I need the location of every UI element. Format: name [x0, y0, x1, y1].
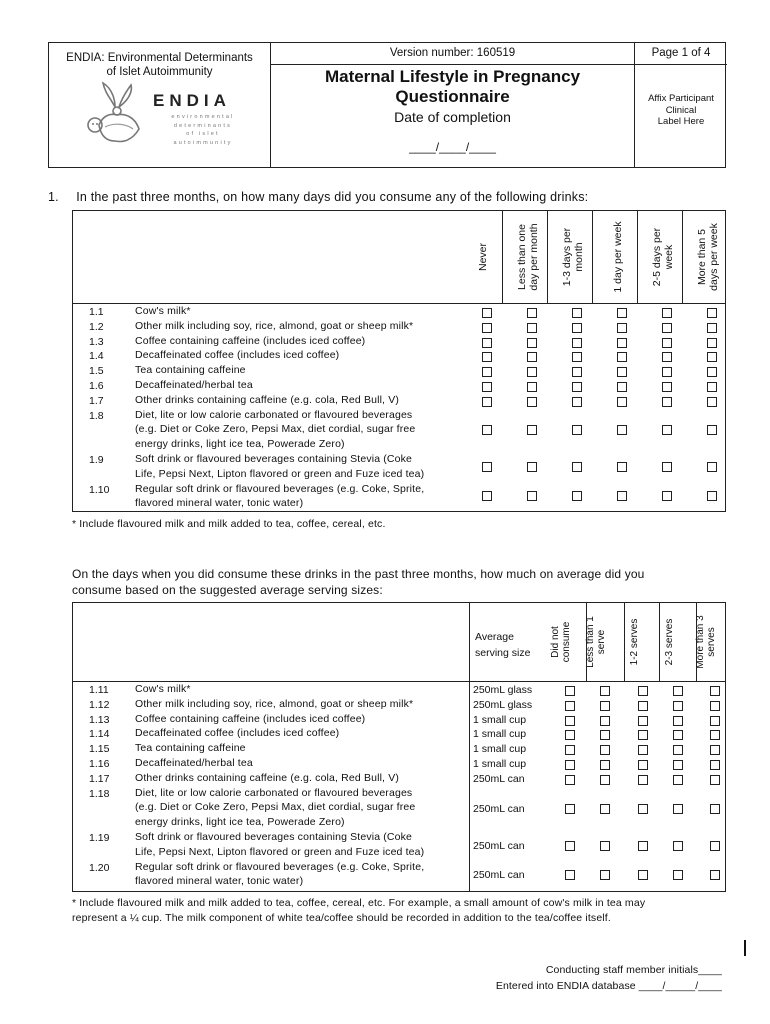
q2-serving-size: 1 small cup	[473, 713, 527, 726]
q2-item-number: 1.13	[89, 713, 110, 726]
q2-item-text	[135, 786, 415, 830]
q1-1-9-option-1-checkbox[interactable]	[482, 462, 492, 472]
q1-1-8-option-6-checkbox[interactable]	[707, 425, 717, 435]
q2-1-18-option-2-checkbox[interactable]	[600, 804, 610, 814]
q2-item-number: 1.18	[89, 787, 110, 800]
affix-label-area	[635, 93, 727, 128]
q2-item-text	[135, 726, 339, 741]
q1-item-text	[135, 363, 246, 378]
q2-item-number: 1.17	[89, 772, 110, 785]
q2-1-11-option-1-checkbox[interactable]	[565, 686, 575, 696]
form-title-line-1: Maternal Lifestyle in Pregnancy	[324, 67, 581, 86]
q2-1-15-option-4-checkbox[interactable]	[673, 745, 683, 755]
q1-1-9-option-5-checkbox[interactable]	[662, 462, 672, 472]
q1-item-number: 1.4	[89, 350, 104, 363]
q1-question: In the past three months, on how many days did you consume any of the following drinks:	[76, 190, 589, 204]
q1-1-7-option-4-checkbox[interactable]	[617, 397, 627, 407]
q1-1-4-option-4-checkbox[interactable]	[617, 352, 627, 362]
q1-item-number: 1.6	[89, 380, 104, 392]
q1-col-header-6	[696, 215, 720, 299]
database-entry-field[interactable]: Entered into ENDIA database ____/_____/____	[495, 980, 722, 992]
q2-1-15-option-3-checkbox[interactable]	[638, 745, 648, 755]
logo-tagline-2: determinants	[173, 122, 233, 129]
q2-item-number: 1.19	[89, 832, 110, 844]
q1-1-6-option-2-checkbox[interactable]	[527, 382, 537, 392]
q1-1-10-option-4-checkbox[interactable]	[617, 491, 627, 501]
q2-1-12-option-4-checkbox[interactable]	[673, 701, 683, 711]
q2-serving-header-line-2: serving size	[475, 647, 531, 659]
q2-1-19-option-3-checkbox[interactable]	[638, 841, 648, 851]
q2-1-19-option-2-checkbox[interactable]	[600, 841, 610, 851]
q1-1-9-option-6-checkbox[interactable]	[707, 462, 717, 472]
q1-1-8-option-5-checkbox[interactable]	[662, 425, 672, 435]
q2-col-header-5-line: More than 3	[695, 615, 706, 669]
q2-serving-column-divider	[469, 603, 470, 891]
q2-item-number: 1.14	[89, 728, 110, 741]
q2-footnote-line-1: * Include flavoured milk and milk added to tea, coffee, cereal, etc. For example, a small amount of cow's milk in tea may	[72, 897, 646, 909]
q1-1-1-option-4-checkbox[interactable]	[617, 308, 627, 318]
q2-1-15-option-1-checkbox[interactable]	[565, 745, 575, 755]
q1-1-5-option-5-checkbox[interactable]	[662, 367, 672, 377]
q2-item-text-line: Soft drink or flavoured beverages containing Stevia (Coke	[135, 831, 413, 843]
q1-1-7-option-5-checkbox[interactable]	[662, 397, 672, 407]
q1-1-6-option-4-checkbox[interactable]	[617, 382, 627, 392]
q2-col-divider	[696, 603, 697, 681]
q1-item-text	[135, 334, 365, 349]
q1-1-1-option-3-checkbox[interactable]	[572, 308, 582, 318]
q2-1-20-option-5-checkbox[interactable]	[710, 870, 720, 880]
q2-1-14-option-3-checkbox[interactable]	[638, 730, 648, 740]
q1-col-divider	[502, 211, 503, 303]
q2-footnote	[72, 896, 645, 926]
q1-1-4-option-6-checkbox[interactable]	[707, 352, 717, 362]
q1-1-3-option-3-checkbox[interactable]	[572, 338, 582, 348]
q2-1-15-option-2-checkbox[interactable]	[600, 745, 610, 755]
logo-tagline-4: autoimmunity	[173, 139, 233, 146]
margin-mark	[744, 940, 746, 956]
q1-col-header-3-line: 1-3 days per	[561, 227, 573, 287]
q2-col-divider	[659, 603, 660, 681]
q1-col-header-1-line: Never	[477, 243, 489, 272]
logo-wordmark: ENDIA	[153, 91, 231, 110]
q2-1-12-option-1-checkbox[interactable]	[565, 701, 575, 711]
q2-item-text-line: Decaffeinated/herbal tea	[135, 757, 253, 769]
q1-col-divider	[592, 211, 593, 303]
q1-1-10-option-5-checkbox[interactable]	[662, 491, 672, 501]
q2-col-header-3-line: 1-2 serves	[628, 618, 640, 666]
q1-item-text-line: Other milk including soy, rice, almond, goat or sheep milk*	[135, 319, 414, 332]
q2-1-12-option-5-checkbox[interactable]	[710, 701, 720, 711]
q2-table	[72, 602, 726, 892]
q2-1-18-option-5-checkbox[interactable]	[710, 804, 720, 814]
q2-question-line-1: On the days when you did consume these drinks in the past three months, how much on average did you	[72, 567, 645, 581]
q1-table	[72, 210, 726, 512]
q2-item-text-line: (e.g. Diet or Coke Zero, Pepsi Max, diet cordial, sugar free	[135, 801, 416, 814]
q1-col-header-5-line: 2-5 days per	[651, 227, 663, 287]
header-box	[48, 42, 726, 168]
org-line-2: of Islet Autoimmunity	[106, 66, 213, 78]
q2-serving-size: 250mL can	[473, 802, 525, 815]
logo-tagline-1: environmental	[171, 114, 235, 120]
q1-1-7-option-3-checkbox[interactable]	[572, 397, 582, 407]
q1-1-6-option-5-checkbox[interactable]	[662, 382, 672, 392]
q1-1-10-option-6-checkbox[interactable]	[707, 491, 717, 501]
q1-1-2-option-6-checkbox[interactable]	[707, 323, 717, 333]
q2-1-20-option-3-checkbox[interactable]	[638, 870, 648, 880]
q1-item-text-line: Decaffeinated coffee (includes iced coffee)	[135, 349, 340, 362]
q2-item-text-line: Cow's milk*	[135, 683, 191, 695]
q2-item-text	[135, 756, 253, 771]
q2-1-13-option-3-checkbox[interactable]	[638, 716, 648, 726]
q2-col-header-1-line: Did not	[550, 626, 561, 658]
q1-col-header-4	[612, 215, 624, 299]
q1-col-header-5-line: week	[663, 244, 675, 270]
q1-1-5-option-4-checkbox[interactable]	[617, 367, 627, 377]
q1-col-header-2-line: Less than one	[516, 224, 528, 290]
q2-item-number: 1.16	[89, 758, 110, 770]
q2-1-16-option-1-checkbox[interactable]	[565, 760, 575, 770]
q2-1-11-option-3-checkbox[interactable]	[638, 686, 648, 696]
q2-heading	[72, 566, 645, 598]
q2-1-16-option-2-checkbox[interactable]	[600, 760, 610, 770]
q2-1-18-option-4-checkbox[interactable]	[673, 804, 683, 814]
q1-number: 1.	[48, 190, 59, 204]
q2-serving-header-line-1: Average	[475, 631, 514, 643]
q2-item-number: 1.12	[89, 698, 110, 711]
q2-col-header-5	[695, 605, 717, 679]
q1-col-header-1	[477, 215, 489, 299]
q1-item-number: 1.2	[89, 320, 104, 333]
q1-item-number: 1.7	[89, 394, 104, 407]
q2-col-header-4-line: 2-3 serves	[663, 618, 675, 666]
q1-item-number: 1.5	[89, 365, 104, 378]
q1-item-text-line: Tea containing caffeine	[135, 364, 246, 377]
q2-1-18-option-3-checkbox[interactable]	[638, 804, 648, 814]
q2-serving-size: 250mL can	[473, 772, 525, 785]
q1-item-number: 1.10	[89, 483, 110, 496]
q2-item-text-line: Tea containing caffeine	[135, 742, 246, 755]
org-line-1: ENDIA: Environmental Determinants	[66, 52, 253, 64]
q1-item-text-line: Life, Pepsi Next, Lipton flavored or green and Fuze iced tea)	[135, 467, 425, 480]
q1-item-text	[135, 408, 415, 452]
q2-1-16-option-3-checkbox[interactable]	[638, 760, 648, 770]
q2-item-text	[135, 860, 424, 890]
q1-col-divider	[637, 211, 638, 303]
q1-1-2-option-1-checkbox[interactable]	[482, 323, 492, 333]
q1-item-text-line: Coffee containing caffeine (includes iced coffee)	[135, 334, 366, 347]
q1-item-text-line: Decaffeinated/herbal tea	[135, 379, 253, 391]
q2-item-number: 1.11	[89, 684, 109, 696]
q2-item-text-line: flavored mineral water, tonic water)	[135, 875, 304, 888]
q1-1-10-option-3-checkbox[interactable]	[572, 491, 582, 501]
q1-item-number: 1.3	[89, 335, 104, 348]
q1-item-text-line: Cow's milk*	[135, 305, 191, 317]
q1-item-text-line: flavored mineral water, tonic water)	[135, 497, 304, 510]
q1-item-text-line: Soft drink or flavoured beverages containing Stevia (Coke	[135, 453, 413, 465]
q1-footnote: * Include flavoured milk and milk added to tea, coffee, cereal, etc.	[72, 518, 386, 530]
q2-1-17-option-5-checkbox[interactable]	[710, 775, 720, 785]
org-cell	[49, 43, 271, 167]
q1-col-header-2	[516, 215, 540, 299]
q1-item-text	[135, 319, 413, 334]
q1-1-6-option-1-checkbox[interactable]	[482, 382, 492, 392]
q2-item-number: 1.15	[89, 743, 110, 756]
q2-item-text-line: Diet, lite or low calorie carbonated or flavoured beverages	[135, 786, 413, 799]
q2-col-header-1-line: consume	[561, 621, 572, 663]
q1-1-3-option-1-checkbox[interactable]	[482, 338, 492, 348]
affix-line-1: Affix Participant	[648, 93, 714, 104]
page-cell	[635, 43, 727, 167]
q2-col-header-3	[629, 605, 640, 679]
q1-heading	[48, 190, 728, 204]
q2-item-text-line: Coffee containing caffeine (includes iced coffee)	[135, 712, 366, 725]
page-number: Page 1 of 4	[635, 43, 727, 65]
q2-1-12-option-2-checkbox[interactable]	[600, 701, 610, 711]
q1-1-5-option-1-checkbox[interactable]	[482, 367, 492, 377]
q1-item-text-line: Regular soft drink or flavoured beverages (e.g. Coke, Sprite,	[135, 482, 425, 495]
q2-item-number: 1.20	[89, 861, 110, 874]
q2-item-text	[135, 697, 413, 712]
staff-initials-field[interactable]: Conducting staff member initials____	[545, 964, 722, 976]
q1-col-header-2-line: day per month	[528, 223, 540, 291]
date-of-completion-label: Date of completion	[394, 109, 511, 125]
q2-col-divider	[586, 603, 587, 681]
q1-1-3-option-2-checkbox[interactable]	[527, 338, 537, 348]
q1-item-number: 1.9	[89, 454, 104, 466]
q2-1-20-option-2-checkbox[interactable]	[600, 870, 610, 880]
q1-1-10-option-2-checkbox[interactable]	[527, 491, 537, 501]
q2-col-header-2-line: serve	[596, 629, 607, 655]
q1-1-7-option-1-checkbox[interactable]	[482, 397, 492, 407]
q1-1-8-option-4-checkbox[interactable]	[617, 425, 627, 435]
q1-1-8-option-1-checkbox[interactable]	[482, 425, 492, 435]
q1-1-7-option-6-checkbox[interactable]	[707, 397, 717, 407]
q2-item-text-line: Other drinks containing caffeine (e.g. cola, Red Bull, V)	[135, 771, 399, 784]
q2-col-header-4	[664, 605, 675, 679]
q2-1-20-option-4-checkbox[interactable]	[673, 870, 683, 880]
q2-col-header-1	[550, 605, 572, 679]
q2-item-text-line: Decaffeinated coffee (includes iced coffee)	[135, 727, 340, 740]
q1-col-header-6-line: More than 5	[696, 228, 708, 286]
q2-1-12-option-3-checkbox[interactable]	[638, 701, 648, 711]
q2-item-text	[135, 741, 246, 756]
q1-1-9-option-2-checkbox[interactable]	[527, 462, 537, 472]
q1-1-4-option-3-checkbox[interactable]	[572, 352, 582, 362]
q1-1-10-option-1-checkbox[interactable]	[482, 491, 492, 501]
q1-item-text-line: (e.g. Diet or Coke Zero, Pepsi Max, diet cordial, sugar free	[135, 423, 416, 436]
q2-1-14-option-5-checkbox[interactable]	[710, 730, 720, 740]
q2-col-divider	[624, 603, 625, 681]
q1-1-6-option-3-checkbox[interactable]	[572, 382, 582, 392]
q1-1-2-option-4-checkbox[interactable]	[617, 323, 627, 333]
q1-1-3-option-6-checkbox[interactable]	[707, 338, 717, 348]
date-of-completion-field[interactable]: ____/____/____	[409, 140, 496, 154]
affix-line-2: Clinical	[665, 104, 697, 116]
q1-1-1-option-6-checkbox[interactable]	[707, 308, 717, 318]
q2-1-17-option-4-checkbox[interactable]	[673, 775, 683, 785]
q1-col-header-6-line: days per week	[708, 223, 720, 291]
q1-item-text-line: Diet, lite or low calorie carbonated or flavoured beverages	[135, 408, 413, 421]
q2-1-13-option-5-checkbox[interactable]	[710, 716, 720, 726]
q2-col-header-2	[585, 605, 607, 679]
q2-1-14-option-4-checkbox[interactable]	[673, 730, 683, 740]
q2-1-16-option-4-checkbox[interactable]	[673, 760, 683, 770]
q1-col-divider	[547, 211, 548, 303]
q1-item-number: 1.1	[89, 306, 104, 318]
q1-item-text-line: Other drinks containing caffeine (e.g. cola, Red Bull, V)	[135, 393, 399, 406]
q1-1-2-option-5-checkbox[interactable]	[662, 323, 672, 333]
title-cell	[271, 43, 635, 167]
q1-1-7-option-2-checkbox[interactable]	[527, 397, 537, 407]
q2-1-17-option-1-checkbox[interactable]	[565, 775, 575, 785]
q2-item-text-line: Regular soft drink or flavoured beverages (e.g. Coke, Sprite,	[135, 860, 425, 873]
q1-item-text	[135, 452, 424, 482]
q1-1-1-option-5-checkbox[interactable]	[662, 308, 672, 318]
q2-1-11-option-2-checkbox[interactable]	[600, 686, 610, 696]
q2-serving-size: 1 small cup	[473, 758, 527, 770]
q1-item-text	[135, 304, 191, 319]
q1-item-number: 1.8	[89, 409, 104, 422]
q2-1-20-option-1-checkbox[interactable]	[565, 870, 575, 880]
q2-serving-header	[475, 629, 530, 661]
q2-item-text	[135, 712, 365, 727]
q2-footnote-line-2: represent a ¼ cup. The milk component of white tea/coffee should be recorded in addition to the tea/coffee itself.	[72, 912, 611, 924]
q2-serving-size: 1 small cup	[473, 728, 527, 741]
q2-1-11-option-4-checkbox[interactable]	[673, 686, 683, 696]
q1-1-6-option-6-checkbox[interactable]	[707, 382, 717, 392]
q1-1-2-option-2-checkbox[interactable]	[527, 323, 537, 333]
form-title-line-2: Questionnaire	[395, 87, 510, 106]
q2-serving-size: 250mL can	[473, 839, 525, 852]
q1-1-4-option-2-checkbox[interactable]	[527, 352, 537, 362]
endia-logo-icon	[85, 79, 153, 151]
logo-tagline	[167, 113, 239, 147]
q1-1-9-option-3-checkbox[interactable]	[572, 462, 582, 472]
q2-serving-size: 1 small cup	[473, 743, 527, 756]
q2-serving-size: 250mL glass	[473, 698, 533, 711]
q1-col-header-5	[651, 215, 675, 299]
q2-item-text	[135, 830, 424, 860]
q1-1-3-option-5-checkbox[interactable]	[662, 338, 672, 348]
q1-item-text-line: energy drinks, light ice tea, Powerade Zero)	[135, 438, 345, 451]
q1-col-header-3-line: month	[573, 242, 585, 272]
q1-1-8-option-3-checkbox[interactable]	[572, 425, 582, 435]
q2-item-text-line: Other milk including soy, rice, almond, goat or sheep milk*	[135, 697, 414, 710]
q1-item-text	[135, 393, 399, 408]
q1-1-5-option-2-checkbox[interactable]	[527, 367, 537, 377]
q2-1-15-option-5-checkbox[interactable]	[710, 745, 720, 755]
q1-1-9-option-4-checkbox[interactable]	[617, 462, 627, 472]
version-number: Version number: 160519	[271, 43, 634, 65]
q2-question-line-2: consume based on the suggested average serving sizes:	[72, 583, 383, 597]
q1-item-text	[135, 348, 339, 363]
q1-col-header-3	[561, 215, 585, 299]
q2-1-14-option-2-checkbox[interactable]	[600, 730, 610, 740]
q1-1-3-option-4-checkbox[interactable]	[617, 338, 627, 348]
q2-1-18-option-1-checkbox[interactable]	[565, 804, 575, 814]
q1-1-1-option-2-checkbox[interactable]	[527, 308, 537, 318]
q2-1-19-option-4-checkbox[interactable]	[673, 841, 683, 851]
q2-1-17-option-3-checkbox[interactable]	[638, 775, 648, 785]
q2-1-19-option-1-checkbox[interactable]	[565, 841, 575, 851]
q1-1-1-option-1-checkbox[interactable]	[482, 308, 492, 318]
logo-tagline-3: of islet	[186, 131, 220, 137]
q1-1-5-option-3-checkbox[interactable]	[572, 367, 582, 377]
q2-serving-size: 250mL can	[473, 869, 525, 882]
affix-line-3: Label Here	[657, 116, 705, 127]
q2-1-14-option-1-checkbox[interactable]	[565, 730, 575, 740]
q2-1-19-option-5-checkbox[interactable]	[710, 841, 720, 851]
q1-col-header-4-line: 1 day per week	[612, 221, 624, 293]
q2-col-header-5-line: serves	[706, 627, 717, 657]
q1-1-2-option-3-checkbox[interactable]	[572, 323, 582, 333]
q2-item-text	[135, 771, 399, 786]
q1-item-text	[135, 378, 253, 393]
q2-item-text-line: Life, Pepsi Next, Lipton flavored or green and Fuze iced tea)	[135, 845, 425, 858]
form-title	[271, 67, 634, 107]
q2-1-11-option-5-checkbox[interactable]	[710, 686, 720, 696]
q1-1-4-option-1-checkbox[interactable]	[482, 352, 492, 362]
q1-col-divider	[682, 211, 683, 303]
q2-1-13-option-2-checkbox[interactable]	[600, 716, 610, 726]
org-name	[53, 51, 266, 79]
q2-1-13-option-1-checkbox[interactable]	[565, 716, 575, 726]
q1-1-5-option-6-checkbox[interactable]	[707, 367, 717, 377]
q2-serving-size: 250mL glass	[473, 684, 533, 696]
q2-item-text-line: energy drinks, light ice tea, Powerade Zero)	[135, 816, 345, 829]
q1-item-text	[135, 482, 424, 512]
q1-1-4-option-5-checkbox[interactable]	[662, 352, 672, 362]
q2-1-13-option-4-checkbox[interactable]	[673, 716, 683, 726]
q2-1-17-option-2-checkbox[interactable]	[600, 775, 610, 785]
q2-item-text	[135, 682, 191, 697]
q2-1-16-option-5-checkbox[interactable]	[710, 760, 720, 770]
q2-col-header-2-line: Less than 1	[585, 616, 596, 668]
q1-1-8-option-2-checkbox[interactable]	[527, 425, 537, 435]
